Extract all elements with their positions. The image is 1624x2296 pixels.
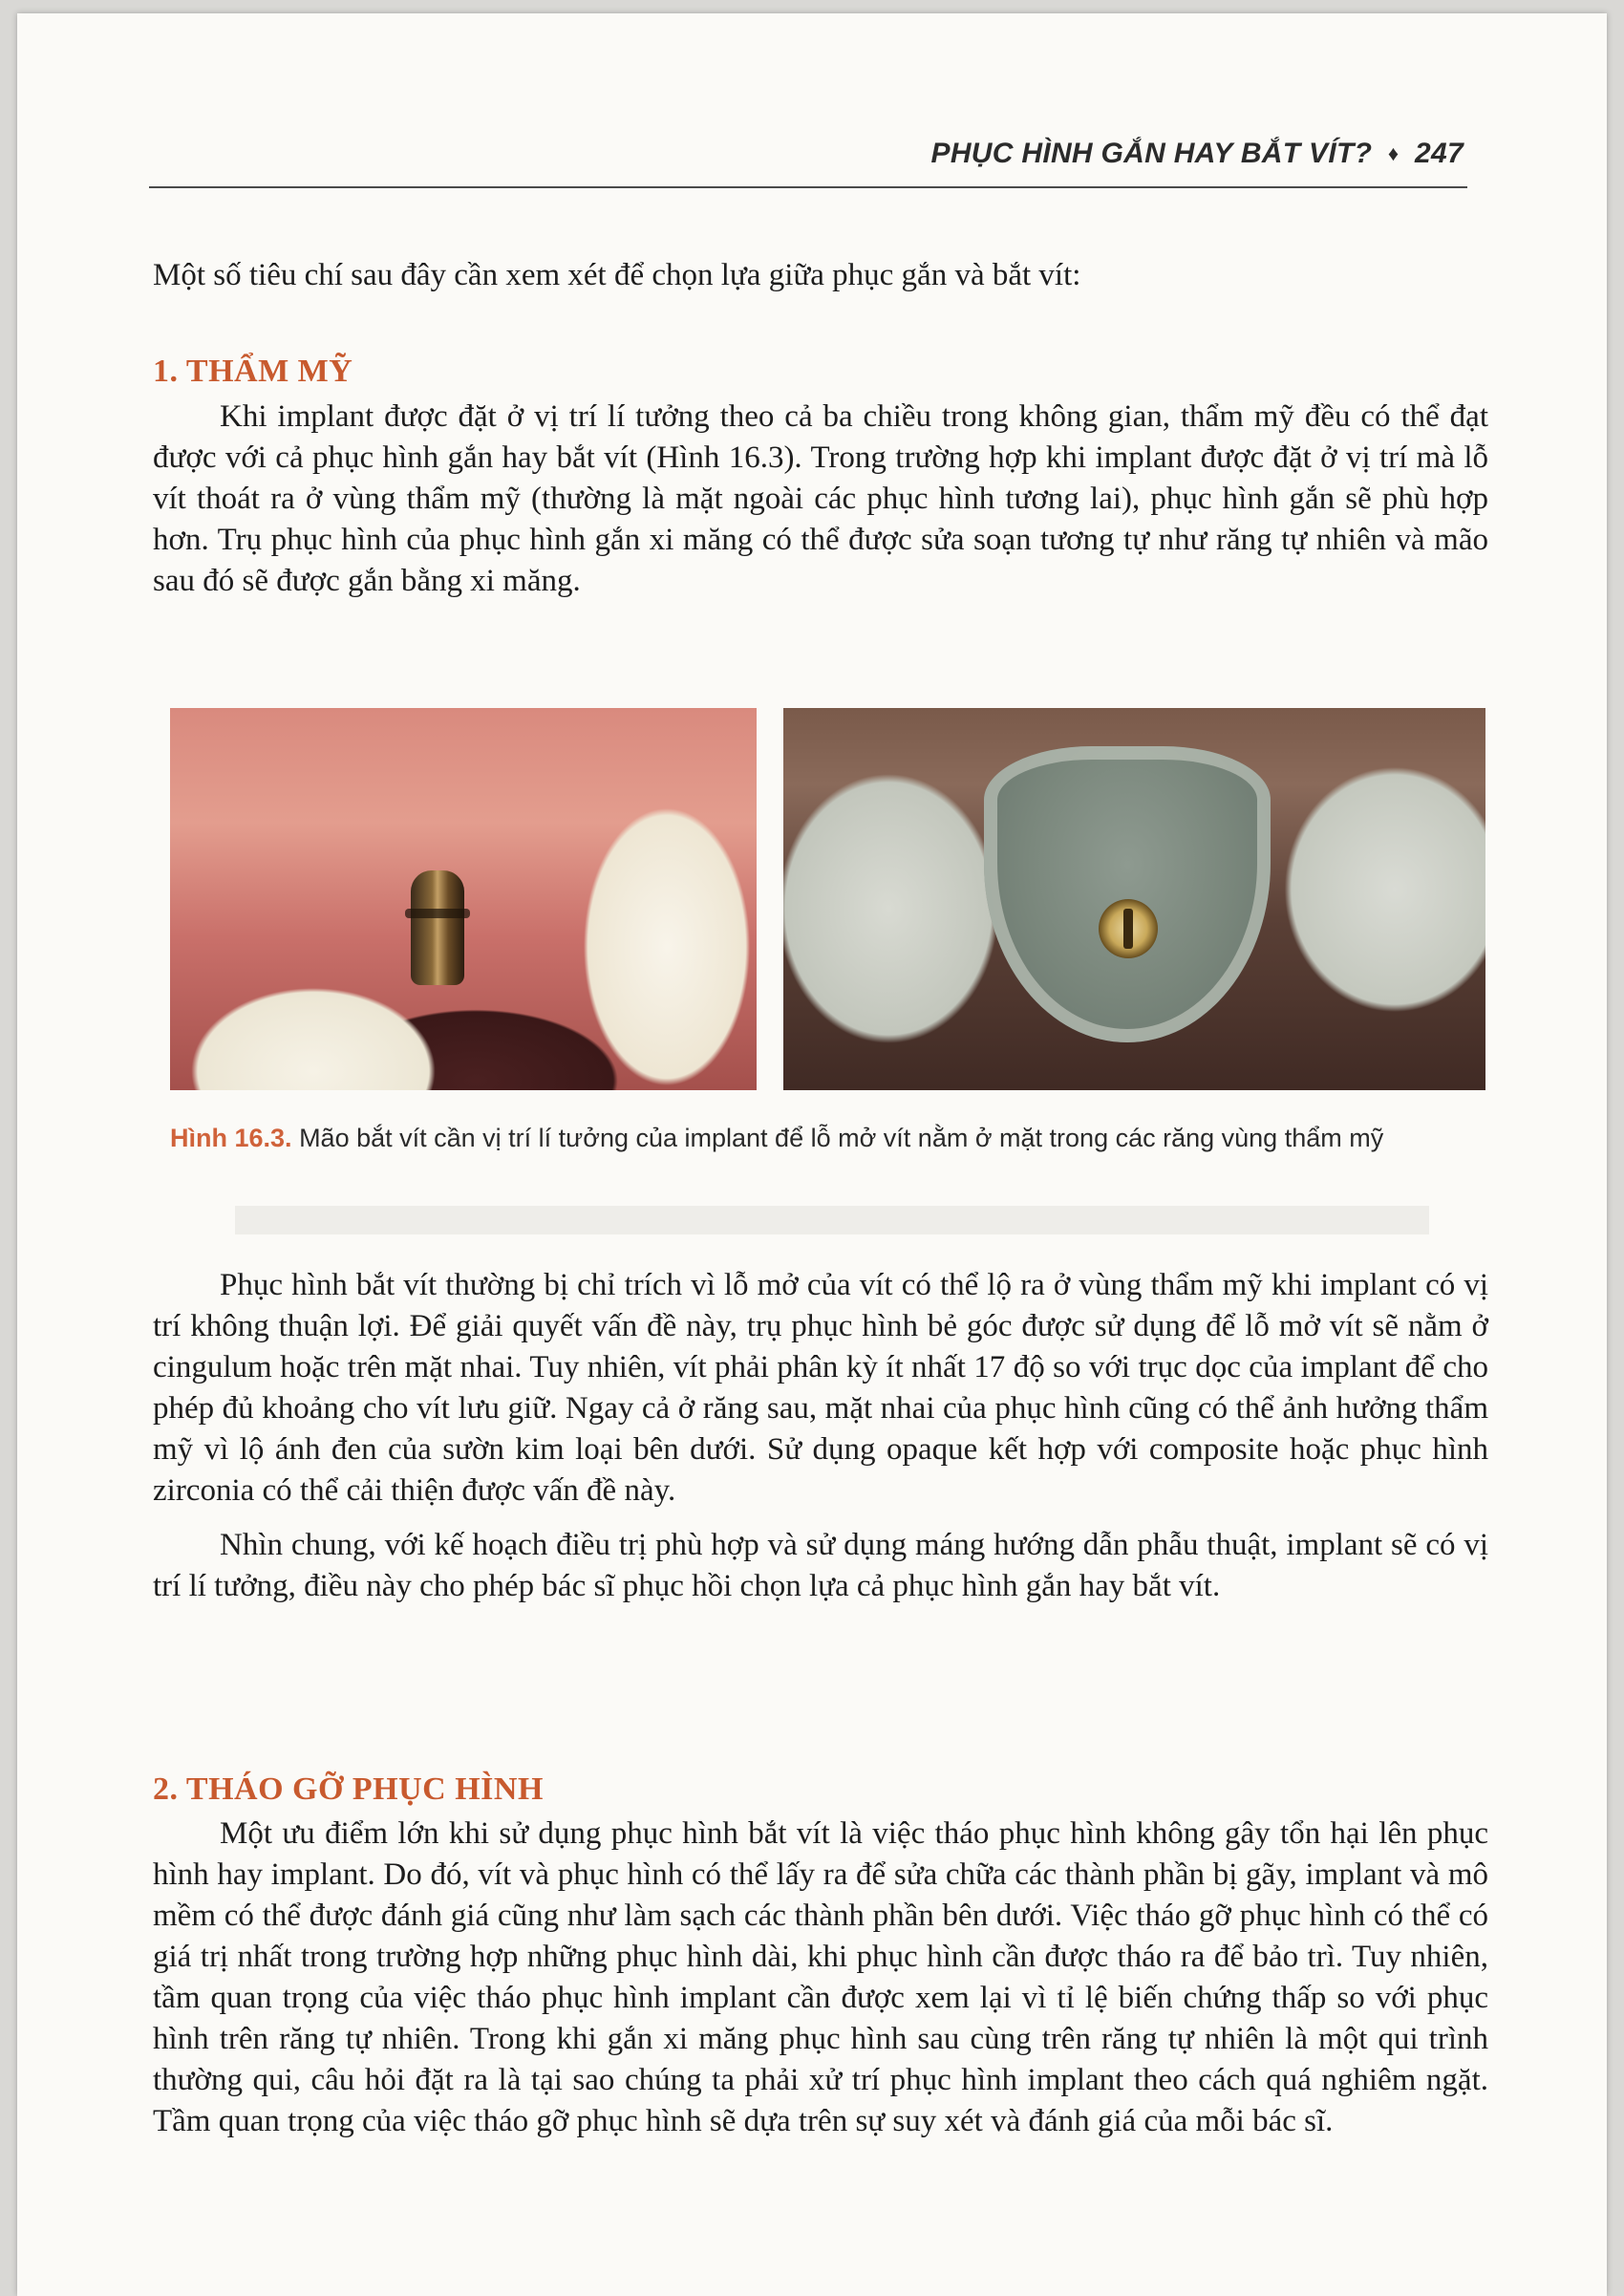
paragraph: Nhìn chung, với kế hoạch điều trị phù hợp và sử dụng máng hướng dẫn phẫu thuật, implant sẽ có vị trí lí tưởng, điều này cho phép bác sĩ phục hồi chọn lựa cả phục hình gắn hay bắt vít.: [153, 1528, 1488, 1603]
paragraph: Khi implant được đặt ở vị trí lí tưởng theo cả ba chiều trong không gian, thẩm mỹ đều có thể đạt được với cả phục hình gắn hay bắt vít (Hình 16.3). Trong trường hợp khi implant được đặt ở vị trí mà lỗ vít thoát ra ở vùng thẩm mỹ (thường là mặt ngoài các phục hình tương lai), phục hình gắn sẽ phù hợp hơn. Trụ phục hình của phục hình gắn xi măng có thể được sửa soạn tương tự như răng tự nhiên và mão sau đó sẽ được gắn bằng xi măng.: [153, 399, 1488, 598]
header-rule: [149, 186, 1467, 188]
paragraph: Một ưu điểm lớn khi sử dụng phục hình bắt vít là việc tháo phục hình không gây tổn hại lên phục hình hay implant. Do đó, vít và phục hình có thể lấy ra để sửa chữa các thành phần bị gãy, implant và mô mềm có thể được đánh giá cũng như làm sạch các thành phần bên dưới. Việc tháo gỡ phục hình có thể có giá trị nhất trong trường hợp những phục hình dài, khi phục hình cần được tháo ra để bảo trì. Tuy nhiên, tầm quan trọng của việc tháo phục hình implant cần được xem lại vì tỉ lệ biến chứng thấp so với phục hình trên răng tự nhiên. Trong khi gắn xi măng phục hình sau cùng trên răng tự nhiên là một qui trình thường qui, câu hỏi đặt ra là tại sao chúng ta phải xử trí phục hình implant theo cách quá nghiêm ngặt. Tầm quan trọng của việc tháo gỡ phục hình sẽ dựa trên sự suy xét và đánh giá của mỗi bác sĩ.: [153, 1816, 1488, 2138]
bleed-through-band: [235, 1206, 1429, 1234]
implant-abutment-photo: [170, 708, 757, 1090]
figure-label: Hình 16.3.: [170, 1124, 292, 1152]
implant-post: [411, 870, 464, 985]
figure-caption: [170, 1122, 1498, 1155]
crown: [984, 746, 1271, 1042]
document-page: [17, 13, 1607, 2296]
section-aesthetics-body: [153, 397, 1488, 602]
running-title: PHỤC HÌNH GẮN HAY BẮT VÍT?: [930, 138, 1373, 169]
figure-caption-text: Mão bắt vít cần vị trí lí tưởng của implant để lỗ mở vít nằm ở mặt trong các răng vùng thẩm mỹ: [299, 1124, 1384, 1152]
running-header: [931, 138, 1464, 170]
paragraph: Phục hình bắt vít thường bị chỉ trích vì lỗ mở của vít có thể lộ ra ở vùng thẩm mỹ khi implant có vị trí không thuận lợi. Để giải quyết vấn đề này, trụ phục hình bẻ góc được sử dụng để lỗ mở vít sẽ nằm ở cingulum hoặc trên mặt nhai. Tuy nhiên, vít phải phân kỳ ít nhất 17 độ so với trục dọc của implant để cho phép đủ khoảng cho vít lưu giữ. Ngay cả ở răng sau, mặt nhai của phục hình cũng có thể ảnh hưởng thẩm mỹ vì lộ ánh đen của sườn kim loại bên dưới. Sử dụng opaque kết hợp với composite hoặc phục hình zirconia có thể cải thiện được vấn đề này.: [153, 1268, 1488, 1508]
screw-access-hole: [1099, 899, 1158, 958]
screw-retained-crown-photo: [783, 708, 1485, 1090]
diamond-icon: ♦: [1387, 141, 1400, 165]
section-heading-removal: 2. THÁO GỠ PHỤC HÌNH: [153, 1771, 544, 1807]
page-number: 247: [1415, 138, 1464, 169]
section-heading-aesthetics: 1. THẨM MỸ: [153, 354, 353, 389]
intro-sentence: Một số tiêu chí sau đây cần xem xét để chọn lựa giữa phục gắn và bắt vít:: [153, 258, 1081, 292]
after-figure-body: [153, 1265, 1488, 1607]
section-removal-body: [153, 1813, 1488, 2142]
